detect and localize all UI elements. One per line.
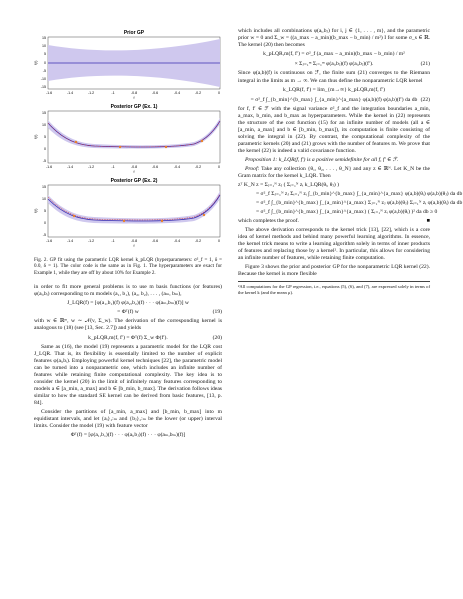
- x-tick: -0.2: [194, 165, 202, 169]
- x-tick: -1.6: [45, 165, 53, 169]
- x-tick: -0.2: [194, 239, 202, 243]
- paragraph: Consider the partitions of [a_min, a_max] and [b_min, b_max] into m equidistant intervals, and let {aᵢ}₁:ₘ and {bⱼ}₁:ₘ be the lower (or upper) interval limits. Consider the model (19) with feature vector: [34, 409, 222, 430]
- x-tick: 0: [218, 91, 220, 95]
- y-tick: 10: [42, 44, 46, 48]
- y-tick: 5: [44, 52, 46, 56]
- x-tick-labels: [46, 165, 220, 169]
- y-tick: 5: [44, 135, 46, 139]
- data-point: [75, 141, 77, 143]
- y-tick: 10: [42, 197, 46, 201]
- y-tick: -5: [42, 69, 46, 73]
- equation-feature-vector: [34, 432, 222, 439]
- x-tick: -1.2: [87, 91, 95, 95]
- equation-text: J_LQR(f) = [φ(a₁,b₁)(f) φ(a₂,b₂)(f) · · · φ(aₘ,bₘ)(f)] w: [67, 300, 189, 307]
- x-tick: -1.2: [87, 239, 95, 243]
- data-point: [165, 146, 167, 148]
- proof: [238, 166, 430, 180]
- y-tick: -15: [40, 85, 46, 89]
- y-tick: 15: [42, 185, 46, 189]
- figure-caption: Fig. 2. GP fit using the parametric LQR kernel k_pLQR (hyperparameters: σ²_f = 1, δ = 0.0, δ = 1). The color code is the same as in Fig. 1. The hyperparameters are exact for Example 1, while they are off by about 10% for Example 2.: [34, 257, 222, 276]
- prior-gp-plot: [34, 30, 220, 100]
- y-tick: 0: [44, 221, 46, 225]
- paragraph: The above derivation corresponds to the kernel trick [13], [22], which is a core idea of kernel methods and behind many powerful learning algorithms. In essence, the kernel trick means to write a learning algorithm solely in terms of inner products of features and replacing those by a kernel². In particular, this allows for considering an infinite number of features, while retaining finite computation.: [238, 227, 430, 262]
- equation-text: k_LQR(f, f′) = lim_{m→∞} k_pLQR,m(f, f′): [283, 86, 385, 93]
- right-column: [238, 28, 463, 295]
- plot-title: Posterior GP (Ex. 1): [110, 104, 158, 110]
- equation-number: (21): [420, 61, 430, 68]
- equation-text: = Φᵀ(f) w: [117, 309, 139, 316]
- data-point: [123, 220, 125, 222]
- equation-text: = σ²_f ∫_{b_min}^{b_max} ∫_{a_min}^{a_max} φ(a,b)(f) φ(a,b)(f′) da db: [250, 96, 418, 103]
- equation-22a: [238, 87, 430, 94]
- y-tick: 10: [42, 123, 46, 127]
- y-axis-label: f(f): [34, 208, 38, 213]
- equation-text: = σ²_f Σⱼ₌₁ᴺ zⱼ Σᵢ₌₁ᴺ zᵢ ∫_{b_min}^{b_max} ∫_{a_min}^{a_max} φ(a,b)(θᵢ) φ(a,b)(θⱼ) da db: [256, 191, 463, 198]
- x-tick: -0.4: [173, 239, 181, 243]
- equation-text: k_pLQR,m(f, f′) = σ²_f (a_max − a_min)(b_max − b_min) / m²: [263, 51, 405, 58]
- equation-proof-4: [238, 209, 438, 216]
- equation-19a: [34, 300, 222, 307]
- x-tick: -1.4: [66, 165, 74, 169]
- proposition-text: k_LQR(f, f′) is a positive semidefinite for all f, f′ ∈ ℱ.: [278, 157, 399, 164]
- y-axis-label: f(f): [34, 134, 38, 139]
- equation-number: (22): [420, 96, 430, 103]
- equation-19b: [34, 309, 222, 316]
- posterior-gp-ex1-plot: [34, 104, 220, 174]
- x-tick: -1.6: [45, 91, 53, 95]
- equation-20: [34, 335, 222, 342]
- x-axis-label: f: [133, 244, 135, 248]
- y-tick: 0: [44, 147, 46, 151]
- equation-text: = σ²_f ∫_{b_min}^{b_max} ∫_{a_min}^{a_max} Σⱼ₌₁ᴺ zⱼ φ(a,b)(θⱼ) Σᵢ₌₁ᴺ zᵢ φ(a,b)(θᵢ) da db: [256, 200, 463, 207]
- plot-frame: [48, 185, 220, 237]
- y-tick-labels: [41, 36, 46, 89]
- paragraph: for f, f′ ∈ ℱ with the signal variance σ²_f and the integration boundaries a_min, a_max, b_min, and b_max as hyperparameters. While the kernel in (22) represents the structure of the cost function (15) for an infinite number of models (all a ∈ [a_min, a_max] and b ∈ [b_min, b_max]), its computation is finite consisting of solving the integral in (22). By contrast, the computational complexity of the parametric kernels (20) and (21) grows with the number of features m. We prove that the kernel (22) is indeed a valid covariance function.: [238, 105, 430, 155]
- paragraph: in order to fit more general problems is to use m basis functions (or features) φ(aᵢ,bᵢ) corresponding to m models (a₁, b₁), (a₂, b₂), . . . , (aₘ, bₘ),: [34, 283, 222, 298]
- data-point: [73, 215, 75, 217]
- x-axis-label: f: [133, 96, 135, 100]
- figure-2: [34, 28, 222, 276]
- y-axis-label: f(f): [34, 60, 38, 65]
- equation-proof-1: [238, 182, 430, 189]
- plot-title: Posterior GP (Ex. 2): [110, 178, 158, 184]
- x-tick: -0.6: [151, 91, 159, 95]
- paragraph: which includes all combinations φ(aᵢ,bⱼ) for i, j ∈ {1, . . . , m}, and the parametric prior w = 0 and Σ_w = ((a_max − a_min)(b_max − b_min) / m²) I for some σ_s ∈ ℝ. The kernel (20) then becomes: [238, 28, 430, 49]
- proof-end-text: which completes the proof.: [238, 218, 299, 225]
- x-tick-labels: [46, 91, 220, 95]
- x-tick-labels: [46, 239, 220, 243]
- equation-text: k_pLQR,m(f, f′) = Φᵀ(f) Σ_w Φ(f′).: [88, 334, 168, 341]
- plot-title: Prior GP: [123, 30, 145, 36]
- qed-symbol: ■: [426, 218, 430, 225]
- x-tick: -0.6: [151, 165, 159, 169]
- paragraph: Since φ(a,b)(f) is continuous on ℱ, the finite sum (21) converges to the Riemann integral in the limits as m → ∞. We can thus define the nonparametric LQR kernel: [238, 70, 430, 84]
- equation-text: = σ²_f ∫_{b_min}^{b_max} ∫_{a_min}^{a_max} ( Σᵢ₌₁ᴺ zᵢ φ(a,b)(θᵢ) )² da db ≥ 0: [256, 209, 438, 216]
- x-tick: 0: [218, 239, 220, 243]
- paragraph: with w ∈ ℝᵐ, w ∼ 𝒩(v, Σ_w). The derivation of the corresponding kernel is analogous to (18) (see [13, Sec. 2.7]) and yields: [34, 318, 222, 332]
- paragraph: [238, 218, 430, 225]
- y-tick: 0: [44, 61, 46, 65]
- x-tick: -0.8: [130, 239, 138, 243]
- equation-number: (20): [212, 334, 222, 341]
- left-column: [34, 28, 222, 441]
- plot-frame: [48, 111, 220, 163]
- x-tick: -0.8: [130, 91, 138, 95]
- x-tick: 0: [218, 165, 220, 169]
- posterior-gp-ex2-plot: [34, 178, 220, 248]
- figure-2-plots: [34, 28, 222, 250]
- y-tick: 5: [44, 209, 46, 213]
- y-tick: 15: [42, 111, 46, 115]
- proposition: [238, 157, 430, 164]
- equation-text: × Σⱼ₌₁ᵐ Σᵢ₌₁ᵐ φ(aᵢ,bⱼ)(f) φ(aᵢ,bⱼ)(f′).: [294, 61, 374, 68]
- x-tick: -0.2: [194, 91, 202, 95]
- x-axis-label: f: [133, 170, 135, 174]
- x-tick: -0.4: [173, 165, 181, 169]
- paragraph: Same as (16), the model (19) represents a parametric model for the LQR cost J_LQR. That is, its flexibility is essentially limited to the number of explicit features φ(aᵢ,bᵢ). Employing powerful kernel techniques [22], the parametric model can be turned into a nonparametric one, which includes an infinite number of features while retaining finite computational complexity. The key idea is to consider the kernel (20) in the limit of infinitely many features corresponding to models a ∈ [a_min, a_max] and b ∈ [b_min, b_max]. The derivation follows ideas similar to how the standard SE kernel can be derived from basic features, [13, p. 84].: [34, 343, 222, 407]
- data-point: [119, 146, 121, 148]
- footnote: ²All computations for the GP regression, i.e., equations (5), (6), and (7), are expressed solely in terms of the kernel k (and the mean μ).: [238, 281, 430, 295]
- y-tick-labels: [42, 185, 46, 237]
- y-tick: -10: [40, 77, 46, 81]
- equation-proof-2: [238, 191, 463, 198]
- x-tick: -1.6: [45, 239, 53, 243]
- y-tick: -5: [42, 233, 46, 237]
- proof-label: Proof:: [245, 165, 260, 172]
- x-tick: -1: [111, 239, 115, 243]
- x-tick: -0.8: [130, 165, 138, 169]
- proposition-label: Proposition 1:: [245, 157, 278, 164]
- proof-text: Take any collection {θ₁, θ₂, . . . , θ_N} and any z ∈ ℝᴺ. Let K_N be the Gram matrix for the kernel k_LQR. Then: [238, 165, 430, 179]
- data-point: [161, 220, 163, 222]
- equation-text: zᵀ K_N z = Σⱼ₌₁ᴺ zⱼ ( Σᵢ₌₁ᴺ zᵢ k_LQR(θᵢ, θⱼ) ): [238, 181, 340, 188]
- x-tick: -1.2: [87, 165, 95, 169]
- x-tick: -1.4: [66, 91, 74, 95]
- x-tick: -0.4: [173, 91, 181, 95]
- data-point: [203, 214, 205, 216]
- y-tick-labels: [42, 111, 46, 163]
- equation-number: (19): [212, 309, 222, 316]
- x-tick: -0.6: [151, 239, 159, 243]
- paragraph: Figure 3 shows the prior and posterior GP for the nonparametric LQR kernel (22). Because the kernel is more flexible: [238, 264, 430, 278]
- data-point: [201, 140, 203, 142]
- equation-21a: [238, 51, 430, 58]
- equation-proof-3: [238, 200, 463, 207]
- x-tick: -1.4: [66, 239, 74, 243]
- x-tick: -1: [111, 165, 115, 169]
- equation-22b: [238, 97, 430, 104]
- x-tick: -1: [111, 91, 115, 95]
- equation-21b: [238, 61, 430, 68]
- y-tick: 15: [42, 36, 46, 40]
- equation-text: Φᵀ(f) = [φ(a₁,b₁)(f) · · · φ(aᵢ,bⱼ)(f) · · · φ(aₘ,bₘ)(f)]: [70, 432, 186, 439]
- y-tick: -5: [42, 159, 46, 163]
